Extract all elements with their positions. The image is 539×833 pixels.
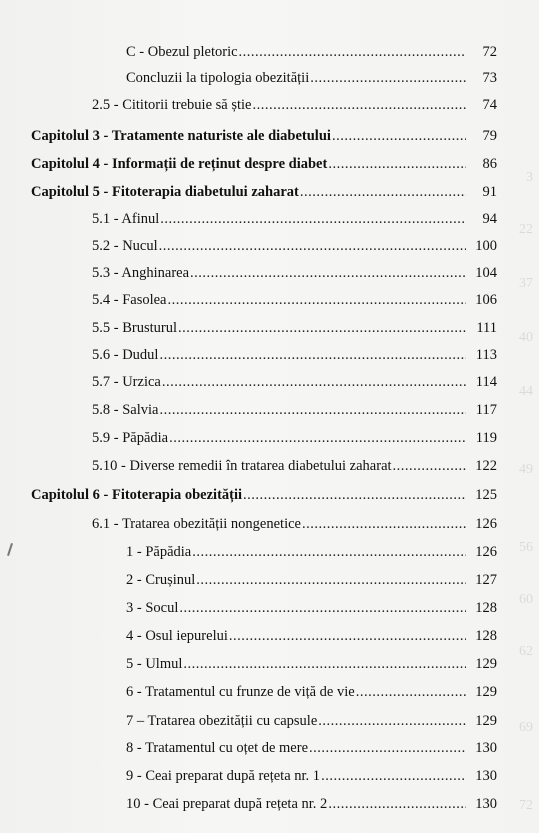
toc-entry-title: 8 - Tratamentul cu oțet de mere <box>126 740 309 756</box>
toc-entry-title: 9 - Ceai preparat după rețeta nr. 1 <box>126 768 321 784</box>
toc-page-number: 125 <box>475 487 497 503</box>
toc-entry-title: 5.7 - Urzica <box>92 374 161 390</box>
toc-page-number: 72 <box>482 44 497 60</box>
toc-page-number: 86 <box>482 156 497 172</box>
dot-leader <box>196 573 466 588</box>
toc-page-number: 119 <box>475 430 497 446</box>
toc-entry-title: 5.1 - Afinul <box>92 211 160 227</box>
bleed-through-numeral: 40 <box>519 330 533 345</box>
toc-page-number: 128 <box>475 600 497 616</box>
dot-leader <box>252 98 466 113</box>
toc-page-number: 129 <box>475 656 497 672</box>
dot-leader <box>302 517 466 532</box>
dot-leader <box>310 71 466 86</box>
toc-page-number: 73 <box>482 70 497 86</box>
dot-leader <box>159 403 466 418</box>
dot-leader <box>162 375 466 390</box>
toc-entry-title: 5.9 - Păpădia <box>92 430 169 446</box>
toc-page-number: 113 <box>475 347 497 363</box>
toc-entry-title: 5.4 - Fasolea <box>92 292 167 308</box>
toc-entry-title: 4 - Osul iepurelui <box>126 628 228 644</box>
toc-page-number: 129 <box>475 684 497 700</box>
bleed-through-numeral: 49 <box>519 462 533 477</box>
toc-entry <box>126 629 497 644</box>
dot-leader <box>169 431 466 446</box>
toc-entry-title: 5.8 - Salvia <box>92 402 159 418</box>
toc-entry <box>92 98 497 113</box>
toc-entry <box>92 431 497 446</box>
toc-entry-title: 1 - Păpădia <box>126 544 192 560</box>
dot-leader <box>328 157 466 172</box>
toc-entry-title: 5.10 - Diverse remedii în tratarea diabetului zaharat <box>92 458 392 474</box>
toc-entry <box>126 685 497 700</box>
toc-entry <box>92 375 497 390</box>
toc-entry <box>126 741 497 756</box>
dot-leader <box>178 321 466 336</box>
toc-entry <box>126 45 497 60</box>
bleed-through-numeral: 22 <box>519 222 533 237</box>
toc-page-number: 126 <box>475 516 497 532</box>
toc-page-number: 130 <box>475 768 497 784</box>
dot-leader <box>332 129 466 144</box>
dot-leader <box>190 266 466 281</box>
toc-page-number: 130 <box>475 796 497 812</box>
toc-entry-title: 5.6 - Dudul <box>92 347 159 363</box>
toc-entry <box>126 657 497 672</box>
toc-entry <box>92 348 497 363</box>
toc-page-number: 128 <box>475 628 497 644</box>
toc-chapter-entry <box>31 488 497 503</box>
toc-page-number: 114 <box>475 374 497 390</box>
toc-page-number: 130 <box>475 740 497 756</box>
toc-page-number: 106 <box>475 292 497 308</box>
toc-entry-title: 6.1 - Tratarea obezității nongenetice <box>92 516 301 532</box>
toc-page-number: 91 <box>482 184 497 200</box>
toc-entry-title: Capitolul 6 - Fitoterapia obezității <box>31 487 243 503</box>
toc-page-number: 127 <box>475 572 497 588</box>
toc-entry <box>126 573 497 588</box>
toc-entry <box>126 714 497 729</box>
toc-entry-title: 5.2 - Nucul <box>92 238 158 254</box>
bleed-through-numeral: 44 <box>519 384 533 399</box>
toc-page-number: 79 <box>482 128 497 144</box>
bleed-through-numeral: 69 <box>519 720 533 735</box>
toc-entry-title: Concluzii la tipologia obezității <box>126 70 310 86</box>
toc-entry-title: Capitolul 5 - Fitoterapia diabetului zaharat <box>31 184 299 200</box>
bleed-through-numeral: 62 <box>519 644 533 659</box>
toc-entry-title: 7 – Tratarea obezității cu capsule <box>126 713 318 729</box>
toc-page-number: 94 <box>482 211 497 227</box>
bleed-through-numeral: 3 <box>526 170 533 185</box>
dot-leader <box>328 797 466 812</box>
bleed-through-numeral: 37 <box>519 276 533 291</box>
toc-entry <box>126 545 497 560</box>
dot-leader <box>159 348 466 363</box>
dot-leader <box>229 629 466 644</box>
toc-entry-title: Capitolul 4 - Informații de reținut despre diabet <box>31 156 328 172</box>
toc-chapter-entry <box>31 185 497 200</box>
dot-leader <box>168 293 467 308</box>
toc-entry <box>92 266 497 281</box>
dot-leader <box>179 601 466 616</box>
bleed-through-numeral: 72 <box>519 798 533 813</box>
toc-entry-title: 6 - Tratamentul cu frunze de viță de vie <box>126 684 355 700</box>
dot-leader <box>239 45 466 60</box>
dot-leader <box>159 239 466 254</box>
toc-entry <box>92 212 497 227</box>
toc-page-number: 100 <box>475 238 497 254</box>
toc-entry <box>126 71 497 86</box>
dot-leader <box>321 769 466 784</box>
toc-entry <box>92 459 497 474</box>
toc-entry <box>92 293 497 308</box>
toc-entry-title: C - Obezul pletoric <box>126 44 238 60</box>
toc-entry <box>126 797 497 812</box>
toc-page-number: 111 <box>476 320 497 336</box>
toc-chapter-entry <box>31 129 497 144</box>
toc-entry-title: Capitolul 3 - Tratamente naturiste ale diabetului <box>31 128 331 144</box>
dot-leader <box>393 459 466 474</box>
dot-leader <box>356 685 466 700</box>
toc-page-number: 122 <box>475 458 497 474</box>
toc-page-number: 126 <box>475 544 497 560</box>
toc-page-number: 117 <box>475 402 497 418</box>
toc-entry <box>92 403 497 418</box>
toc-entry <box>92 517 497 532</box>
toc-entry <box>126 769 497 784</box>
dot-leader <box>318 714 466 729</box>
dot-leader <box>192 545 466 560</box>
toc-entry-title: 10 - Ceai preparat după rețeta nr. 2 <box>126 796 328 812</box>
toc-page-number: 74 <box>482 97 497 113</box>
toc-entry-title: 5.3 - Anghinarea <box>92 265 190 281</box>
dot-leader <box>309 741 466 756</box>
toc-entry <box>92 239 497 254</box>
toc-entry <box>92 321 497 336</box>
bleed-through-numeral: 56 <box>519 540 533 555</box>
toc-entry <box>126 601 497 616</box>
dot-leader <box>160 212 466 227</box>
toc-entry-title: 3 - Socul <box>126 600 179 616</box>
pencil-mark <box>7 543 13 556</box>
toc-entry-title: 5 - Ulmul <box>126 656 183 672</box>
toc-entry-title: 5.5 - Brusturul <box>92 320 177 336</box>
toc-entry-title: 2.5 - Cititorii trebuie să știe <box>92 97 252 113</box>
dot-leader <box>300 185 466 200</box>
toc-page-number: 129 <box>475 713 497 729</box>
dot-leader <box>243 488 466 503</box>
toc-page-number: 104 <box>475 265 497 281</box>
toc-chapter-entry <box>31 157 497 172</box>
toc-entry-title: 2 - Crușinul <box>126 572 196 588</box>
bleed-through-numeral: 60 <box>519 592 533 607</box>
dot-leader <box>183 657 466 672</box>
